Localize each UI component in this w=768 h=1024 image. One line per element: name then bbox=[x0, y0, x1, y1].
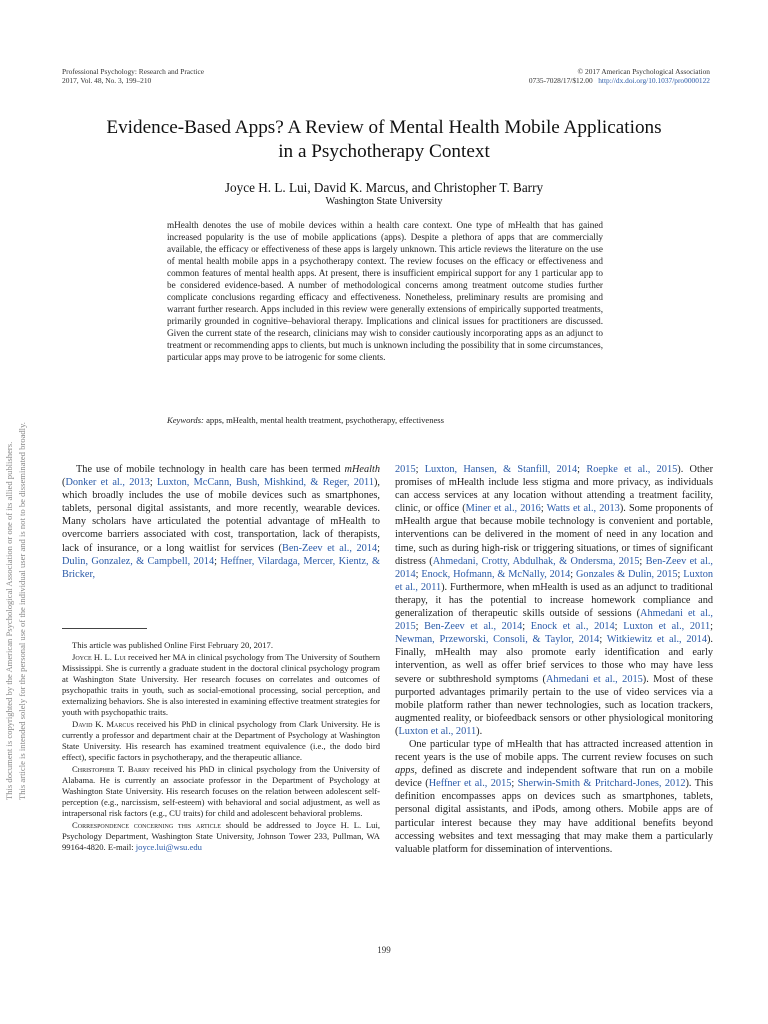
affiliation: Washington State University bbox=[325, 196, 443, 207]
copyright-header bbox=[529, 67, 710, 85]
keywords-label: Keywords: bbox=[167, 415, 204, 425]
copyright-line: © 2017 American Psychological Association bbox=[577, 67, 710, 76]
citation-link[interactable]: Ahmedani et al., 2015 bbox=[395, 608, 713, 633]
email-link[interactable]: joyce.lui@wsu.edu bbox=[135, 842, 202, 852]
citation-link[interactable]: Luxton, Hansen, & Stanfill, 2014 bbox=[424, 464, 578, 475]
citation-link[interactable]: Luxton et al., 2011 bbox=[395, 568, 714, 593]
author-bio-barry: Christopher T. Barry received his PhD in clinical psychology from the University of Alabama. He is currently an associate professor in the Department of Psychology at Washington State University. His research focuses on the relation between adolescent self-perception (e.g., narcissism, self-esteem) with behavioral and social adjustment, as well as intrapersonal risk factors (e.g., CU traits) for child and adolescent behavioral problems. bbox=[62, 764, 380, 818]
doi-link[interactable]: http://dx.doi.org/10.1037/pro0000122 bbox=[598, 76, 710, 85]
title-line-2: in a Psychotherapy Context bbox=[278, 141, 490, 162]
citation-link[interactable]: Luxton et al., 2011 bbox=[623, 621, 711, 633]
citation-link[interactable]: Witkiewitz et al., 2014 bbox=[606, 634, 707, 646]
correspondence-note: Correspondence concerning this article should be addressed to Joyce H. L. Lui, Psychology Department, Washington State University, Johnson Tower 233, Pullman, WA 99164-4820. E-mail: joyce.lui@wsu.edu bbox=[62, 820, 380, 852]
author-notes bbox=[62, 640, 380, 854]
right-column-body bbox=[395, 463, 713, 856]
citation-link[interactable]: Enock, Hofmann, & McNally, 2014 bbox=[421, 568, 571, 580]
citation-link[interactable]: Heffner et al., 2015 bbox=[428, 778, 512, 790]
left-column-body bbox=[62, 463, 380, 581]
author-bio-lui: Joyce H. L. Lui received her MA in clinical psychology from The University of Southern Mississippi. She is currently a graduate student in the doctoral clinical psychology program at Washington State University. Her research focuses on correlates and outcomes of psychopathic traits in youth, such as social-emotional processing, social perception, and externalizing behaviors. She is also interested in examining effective treatment strategies for youth with psychopathic traits. bbox=[62, 652, 380, 717]
citation-link[interactable]: Heffner, Vilardaga, Mercer, Kientz, & Bricker, bbox=[62, 555, 380, 580]
citation-link[interactable]: Dulin, Gonzalez, & Campbell, 2014 bbox=[62, 555, 215, 567]
abstract: mHealth denotes the use of mobile devices within a health care context. One type of mHealth that has gained increased popularity is the use of mobile applications (apps). Despite a plethora of apps that are commercially available, the efficacy or effectiveness of these apps is largely unknown. This article reviews the literature on the use of mental health mobile apps in a psychotherapy context. The review focuses on the efficacy or effectiveness and common features of mental health apps. At present, there is insufficient empirical support for any 1 particular app to be considered evidence-based. A number of methodological concerns among treatment outcome studies further complicate conclusions regarding efficacy and effectiveness. Nonetheless, preliminary results are promising and warrant further research. Apps included in this review were generally extensions of empirically supported treatments, primarily grounded in cognitive–behavioral therapy. Implications and clinical issues for practitioners are discussed. Given the current state of the research, clinicians may wish to consider cautiously incorporating apps as an adjunct to treatment or recommending apps to clients, but much is unknown including the possibility that in some circumstances, particular apps may prove to be iatrogenic for some clients. bbox=[167, 220, 603, 362]
citation-link[interactable]: Roepke et al., 2015 bbox=[586, 464, 678, 475]
body-paragraph-continued: 2015; Luxton, Hansen, & Stanfill, 2014; Roepke et al., 2015). Other promises of mHealth include less stigma and more privacy, as individuals can access services at any location without attending a treatment facility, clinic, or office (Miner et al., 2016; Watts et al., 2013). Some proponents of mHealth argue that because mobile technology is convenient and portable, interventions can be delivered in the moment of need in any location and time, such as during high-risk or triggering situations, or times of significant distress (Ahmedani, Crotty, Abdulhak, & Ondersma, 2015; Ben-Zeev et al., 2014; Enock, Hofmann, & McNally, 2014; Gonzales & Dulin, 2015; Luxton et al., 2011). Furthermore, when mHealth is used as an adjunct to traditional therapy, it has the potential to increase homework compliance and generalization of therapeutic skills outside of sessions (Ahmedani et al., 2015; Ben-Zeev et al., 2014; Enock et al., 2014; Luxton et al., 2011; Newman, Przeworski, Consoli, & Taylor, 2014; Witkiewitz et al., 2014). Finally, mHealth may also promote early identification and early intervention, as well as offer brief services to those who may have less severe or subthreshold symptoms (Ahmedani et al., 2015). Most of these purported advantages primarily pertain to the use of video services via a mobile platform rather than newer technologies, such as location trackers, augmented reality, or biofeedback sensors or other physiological monitoring (Luxton et al., 2011). bbox=[395, 464, 714, 737]
side-copyright-line-2: This article is intended solely for the personal use of the individual user and is not to be disseminated broadly. bbox=[17, 422, 27, 800]
footnote-divider bbox=[62, 628, 147, 629]
journal-header bbox=[62, 67, 204, 85]
citation-link[interactable]: Ahmedani, Crotty, Abdulhak, & Ondersma, 2015 bbox=[432, 555, 640, 567]
author-bio-marcus: David K. Marcus received his PhD in clinical psychology from Clark University. He is currently a professor and department chair at the Department of Psychology at Washington State University. His research has examined treatment equivalence (i.e., the dodo bird effect), specific factors in psychotherapy, and the therapeutic alliance. bbox=[62, 719, 380, 762]
intro-paragraph: The use of mobile technology in health care has been termed mHealth (Donker et al., 2013; Luxton, McCann, Bush, Mishkind, & Reger, 2011), which broadly includes the use of mobile devices such as smartphones, tablets, personal digital assistants, and more recently, wearable devices. Many scholars have articulated the potential advantage of mHealth to overcome barriers associated with cost, transportation, lack of therapists, lack of insurance, or a long waitlist for services (Ben-Zeev et al., 2014; Dulin, Gonzalez, & Campbell, 2014; Heffner, Vilardaga, Mercer, Kientz, & Bricker, bbox=[62, 464, 381, 580]
body-paragraph-apps: One particular type of mHealth that has attracted increased attention in recent years is the use of mobile apps. The current review focuses on such apps, defined as discrete and independent software that run on a mobile device (Heffner et al., 2015; Sherwin-Smith & Pritchard-Jones, 2012). This definition encompasses apps on devices such as smartphones, tablets, personal digital assistants, and iPods, among others. Mobile apps are of particular interest because they may have additional benefits beyond accessing websites and text messaging that may make them a particularly valuable platform for dissemination of interventions. bbox=[395, 738, 714, 855]
citation-link[interactable]: Ben-Zeev et al., 2014 bbox=[424, 621, 523, 633]
citation-link[interactable]: Luxton et al., 2011 bbox=[398, 725, 477, 737]
citation-link[interactable]: Watts et al., 2013 bbox=[546, 503, 620, 515]
journal-volume: 2017, Vol. 48, No. 3, 199–210 bbox=[62, 76, 152, 85]
issn: 0735-7028/17/$12.00 bbox=[528, 76, 593, 85]
page-number: 199 bbox=[377, 945, 391, 955]
authors: Joyce H. L. Lui, David K. Marcus, and Christopher T. Barry bbox=[224, 180, 544, 195]
citation-link[interactable]: Ahmedani et al., 2015 bbox=[545, 673, 643, 685]
journal-name: Professional Psychology: Research and Practice bbox=[62, 67, 205, 76]
side-copyright-line-1: This document is copyrighted by the American Psychological Association or one of its allied publishers. bbox=[4, 441, 14, 800]
issn-doi-line bbox=[529, 76, 710, 85]
citation-link[interactable]: 2015 bbox=[395, 464, 416, 475]
citation-link[interactable]: Gonzales & Dulin, 2015 bbox=[575, 568, 678, 580]
citation-link[interactable]: Donker et al., 2013 bbox=[65, 477, 150, 489]
keywords-list: apps, mHealth, mental health treatment, psychotherapy, effectiveness bbox=[206, 415, 444, 425]
citation-link[interactable]: Newman, Przeworski, Consoli, & Taylor, 2014 bbox=[395, 634, 600, 646]
title-line-1: Evidence-Based Apps? A Review of Mental Health Mobile Applications bbox=[106, 117, 662, 138]
citation-link[interactable]: Luxton, McCann, Bush, Mishkind, & Reger, 2011 bbox=[157, 477, 374, 489]
article-title bbox=[40, 116, 728, 164]
citation-link[interactable]: Miner et al., 2016 bbox=[465, 503, 541, 515]
published-note: This article was published Online First February 20, 2017. bbox=[72, 640, 273, 650]
keywords bbox=[167, 415, 603, 425]
citation-link[interactable]: Enock et al., 2014 bbox=[530, 621, 615, 633]
citation-link[interactable]: Ben-Zeev et al., 2014 bbox=[395, 555, 713, 580]
citation-link[interactable]: Sherwin-Smith & Pritchard-Jones, 2012 bbox=[517, 778, 686, 790]
citation-link[interactable]: Ben-Zeev et al., 2014 bbox=[281, 542, 378, 554]
